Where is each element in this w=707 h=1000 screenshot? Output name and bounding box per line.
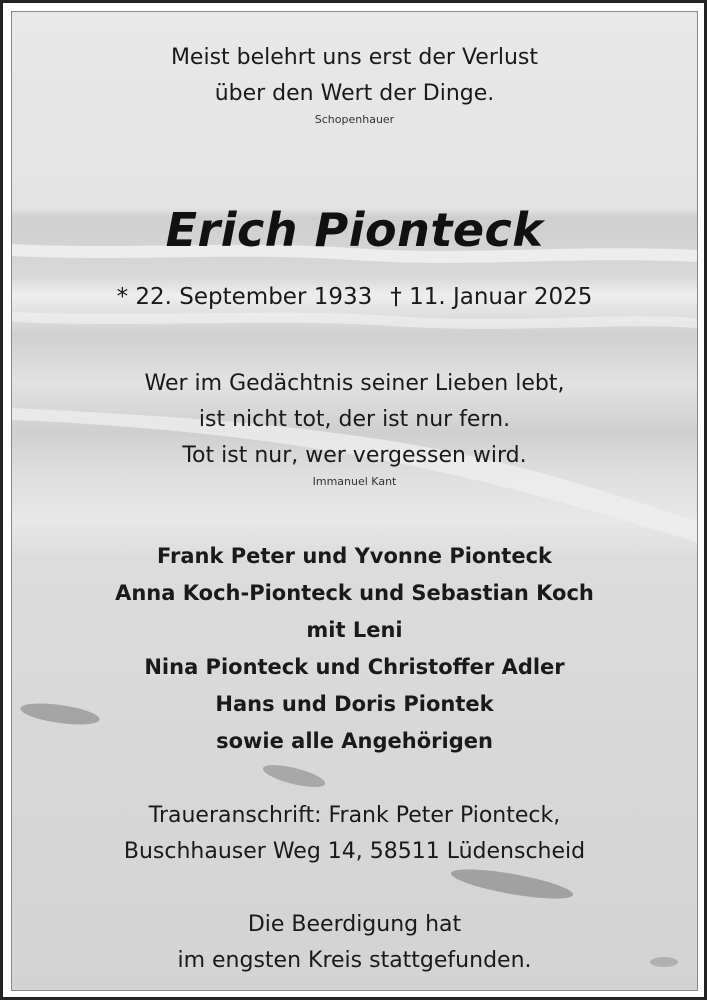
top-quote-author: Schopenhauer bbox=[314, 113, 395, 126]
obituary-panel bbox=[11, 11, 698, 991]
mourner-line: Hans und Doris Piontek bbox=[215, 692, 494, 716]
middle-quote-line: Wer im Gedächtnis seiner Lieben lebt, bbox=[144, 371, 565, 396]
funeral-note bbox=[12, 907, 697, 979]
mourner-line: Nina Pionteck und Christoffer Adler bbox=[144, 655, 565, 679]
life-dates bbox=[12, 280, 697, 314]
mourner-line: Frank Peter und Yvonne Pionteck bbox=[156, 544, 553, 568]
mourner-line: Anna Koch-Pionteck und Sebastian Koch bbox=[115, 581, 594, 605]
top-quote bbox=[12, 40, 697, 128]
address-line: Buschhauser Weg 14, 58511 Lüdenscheid bbox=[123, 839, 586, 864]
deceased-name: Erich Pionteck bbox=[165, 203, 544, 257]
funeral-line: im engsten Kreis stattgefunden. bbox=[177, 948, 532, 973]
middle-quote-line: ist nicht tot, der ist nur fern. bbox=[198, 407, 511, 432]
middle-quote-line: Tot ist nur, wer vergessen wird. bbox=[182, 443, 527, 468]
birth-date: * 22. September 1933 bbox=[116, 284, 373, 310]
death-date: † 11. Januar 2025 bbox=[390, 284, 593, 310]
top-quote-line: Meist belehrt uns erst der Verlust bbox=[170, 45, 539, 70]
mourner-line: mit Leni bbox=[306, 618, 403, 642]
middle-quote-author: Immanuel Kant bbox=[312, 475, 397, 488]
mourner-line: sowie alle Angehörigen bbox=[216, 729, 493, 753]
funeral-line: Die Beerdigung hat bbox=[247, 912, 462, 937]
middle-quote bbox=[12, 366, 697, 490]
address-line: Traueranschrift: Frank Peter Pionteck, bbox=[148, 803, 561, 828]
top-quote-line: über den Wert der Dinge. bbox=[214, 81, 495, 106]
obituary-text bbox=[12, 12, 697, 990]
mourners-list bbox=[12, 538, 697, 760]
mourning-address bbox=[12, 798, 697, 870]
